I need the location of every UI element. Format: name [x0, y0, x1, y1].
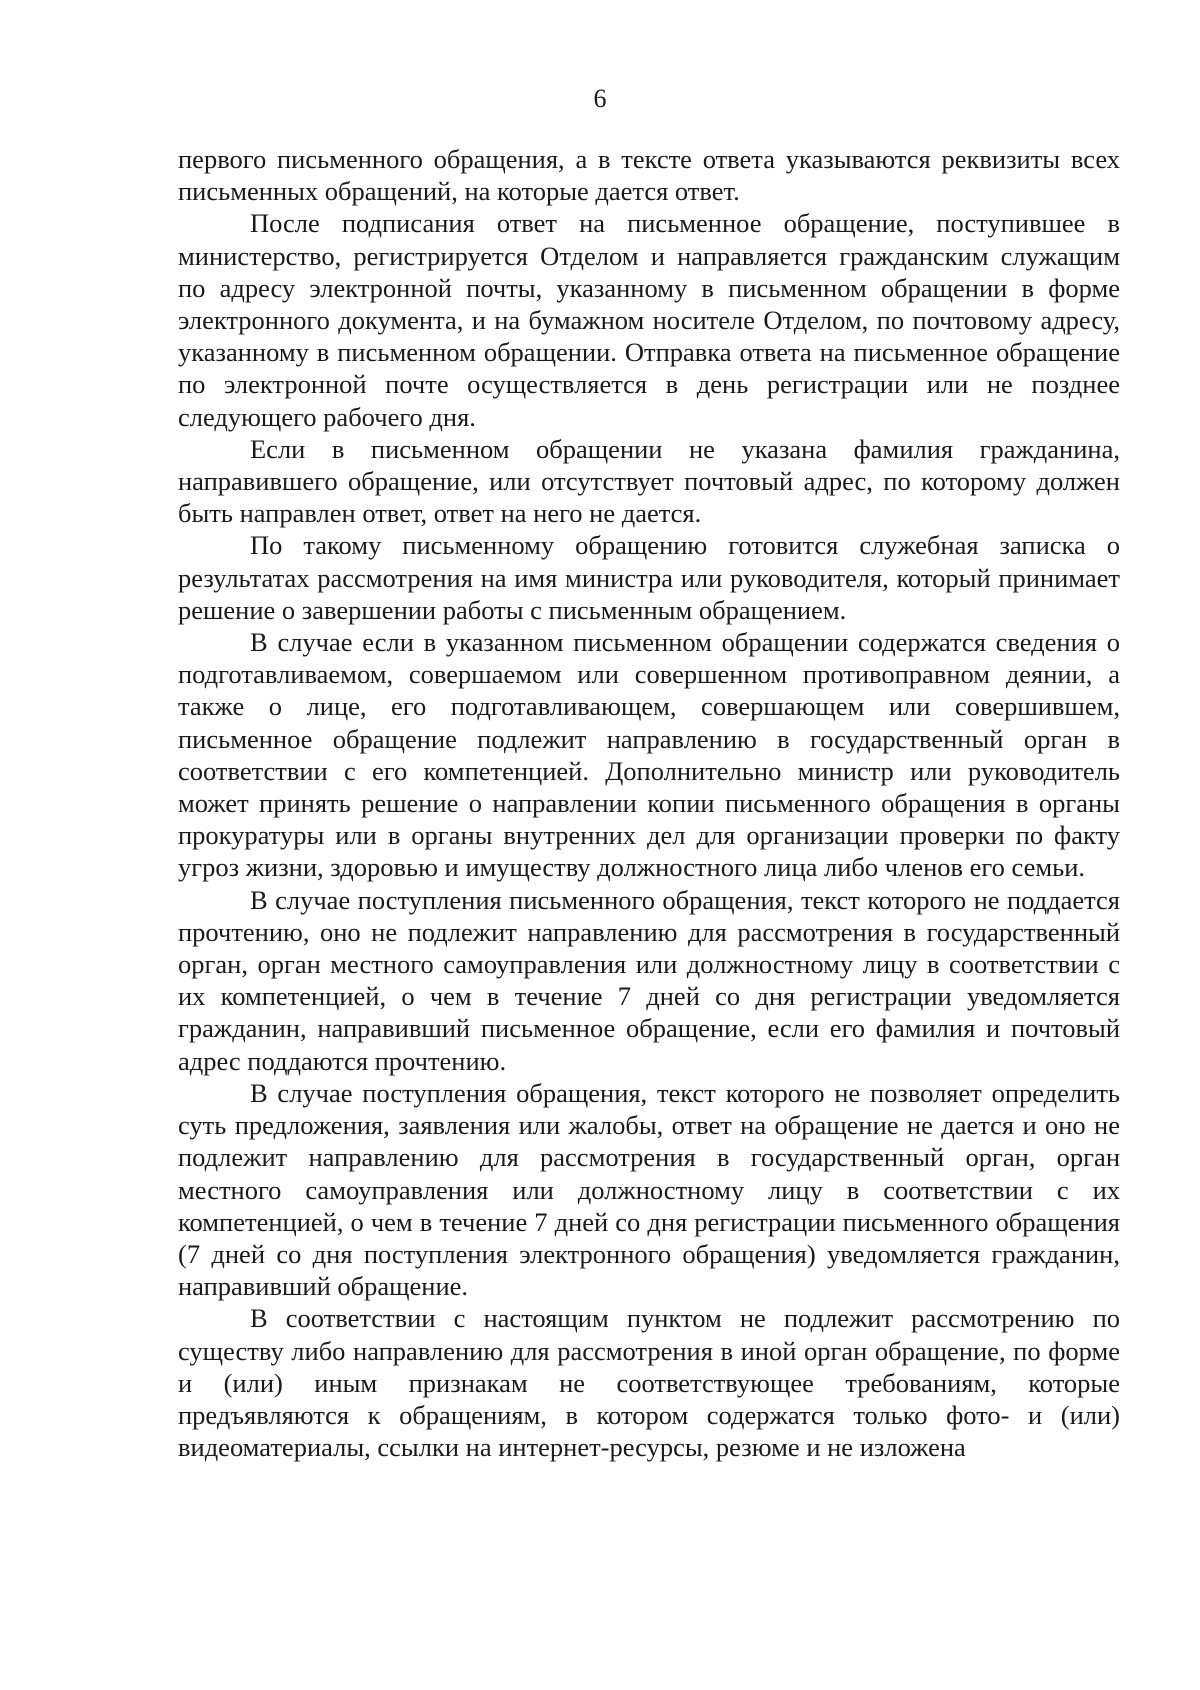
paragraph-unreadable-text: В случае поступления письменного обращения, текст которого не поддается прочтению, оно не подлежит направлению для рассмотрения в государственный орган, орган местного самоуправления или должностному лицу в соответствии с их компетенцией, о чем в течение 7 дней со дня регистрации уведомляется гражданин, направивший письменное обращение, если его фамилия и почтовый адрес поддаются прочтению.: [178, 884, 1120, 1076]
paragraph-service-note: По такому письменному обращению готовится служебная записка о результатах рассмотрения на имя министра или руководителя, который принимает решение о завершении работы с письменным обращением.: [178, 530, 1120, 625]
page-number: 6: [593, 84, 607, 113]
paragraph-not-considered: В соответствии с настоящим пунктом не подлежит рассмотрению по существу либо направлению для рассмотрения в иной орган обращение, по форме и (или) иным признакам не соответствующее требованиям, которые предъявляются к обращениям, в котором содержатся только фото- и (или) видеоматериалы, ссылки на интернет-ресурсы, резюме и не изложена: [178, 1303, 1120, 1463]
document-body: [178, 143, 1120, 1463]
paragraph-no-surname: Если в письменном обращении не указана фамилия гражданина, направившего обращение, или отсутствует почтовый адрес, по которому должен быть направлен ответ, ответ на него не дается.: [178, 433, 1120, 529]
paragraph-unlawful-act: В случае если в указанном письменном обращении содержатся сведения о подготавливаемом, совершаемом или совершенном противоправном деянии, а также о лице, его подготавливающем, совершающем или совершившем, письменное обращение подлежит направлению в государственный орган в соответствии с его компетенцией. Дополнительно министр или руководитель может принять решение о направлении копии письменного обращения в органы прокуратуры или в органы внутренних дел для организации проверки по факту угроз жизни, здоровью и имуществу должностного лица либо членов его семьи.: [178, 627, 1120, 883]
paragraph-unclear-essence: В случае поступления обращения, текст которого не позволяет определить суть предложения, заявления или жалобы, ответ на обращение не дается и оно не подлежит направлению для рассмотрения в государственный орган, орган местного самоуправления или должностному лицу в соответствии с их компетенцией, о чем в течение 7 дней со дня регистрации письменного обращения (7 дней со дня поступления электронного обращения) уведомляется гражданин, направивший обращение.: [178, 1077, 1120, 1302]
paragraph-continuation: первого письменного обращения, а в тексте ответа указываются реквизиты всех письменных обращений, на которые дается ответ.: [178, 144, 1120, 207]
paragraph-reply-registration: После подписания ответ на письменное обращение, поступившее в министерство, регистрируется Отделом и направляется гражданским служащим по адресу электронной почты, указанному в письменном обращении в форме электронного документа, и на бумажном носителе Отделом, по почтовому адресу, указанному в письменном обращении. Отправка ответа на письменное обращение по электронной почте осуществляется в день регистрации или не позднее следующего рабочего дня.: [178, 208, 1120, 432]
